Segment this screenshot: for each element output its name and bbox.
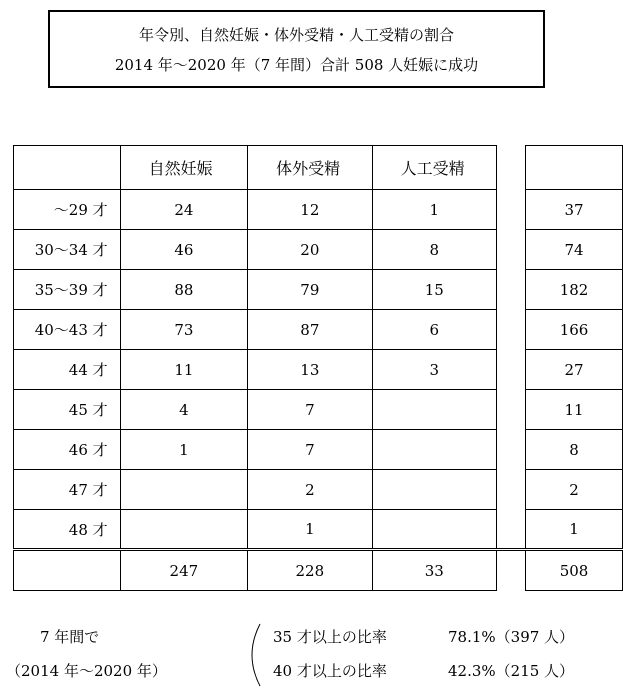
natural-cell: 73 — [120, 310, 247, 350]
natural-cell: 11 — [120, 350, 247, 390]
total-cell: 27 — [526, 350, 623, 390]
header-cell-total — [526, 146, 623, 190]
natural-cell — [120, 510, 247, 550]
natural-cell: 4 — [120, 390, 247, 430]
age-cell: 35～39 才 — [14, 270, 121, 310]
totals-row — [14, 550, 623, 591]
period-label: 7 年間で — [40, 628, 100, 646]
title-line-1: 年令別、自然妊娠・体外受精・人工受精の割合 — [138, 26, 454, 44]
ratio-40-value: 42.3%（215 人） — [448, 662, 575, 680]
natural-cell: 24 — [120, 190, 247, 230]
age-cell: 30～34 才 — [14, 230, 121, 270]
natural-cell — [120, 470, 247, 510]
column-gap — [497, 510, 526, 550]
ivf-total-cell: 228 — [248, 550, 372, 591]
ivf-cell: 13 — [248, 350, 372, 390]
header-cell-ivf: 体外受精 — [248, 146, 372, 190]
column-gap — [497, 230, 526, 270]
age-cell: ～29 才 — [14, 190, 121, 230]
column-gap — [497, 190, 526, 230]
ivf-cell: 2 — [248, 470, 372, 510]
natural-cell: 46 — [120, 230, 247, 270]
age-cell: 48 才 — [14, 510, 121, 550]
table-row — [14, 270, 623, 310]
header-cell-age — [14, 146, 121, 190]
ratio-35-label: 35 才以上の比率 — [273, 628, 387, 646]
column-gap — [497, 470, 526, 510]
ivf-cell: 79 — [248, 270, 372, 310]
column-gap — [497, 146, 526, 190]
title-box — [48, 10, 545, 88]
period-range: （2014 年～2020 年） — [6, 662, 167, 680]
table-row — [14, 510, 623, 550]
header-cell-natural: 自然妊娠 — [120, 146, 247, 190]
ivf-cell: 20 — [248, 230, 372, 270]
ai-cell: 3 — [372, 350, 496, 390]
natural-cell: 88 — [120, 270, 247, 310]
ai-cell — [372, 510, 496, 550]
column-gap — [497, 350, 526, 390]
total-cell: 166 — [526, 310, 623, 350]
natural-total-cell: 247 — [120, 550, 247, 591]
ratio-40-label: 40 才以上の比率 — [273, 662, 387, 680]
column-gap — [497, 390, 526, 430]
ai-cell: 15 — [372, 270, 496, 310]
table-row — [14, 310, 623, 350]
ai-cell — [372, 470, 496, 510]
age-cell: 47 才 — [14, 470, 121, 510]
natural-cell: 1 — [120, 430, 247, 470]
table-row — [14, 390, 623, 430]
ratio-35-value: 78.1%（397 人） — [448, 628, 575, 646]
total-cell: 2 — [526, 470, 623, 510]
table-row — [14, 230, 623, 270]
column-gap — [497, 270, 526, 310]
pregnancy-table — [13, 145, 623, 591]
ivf-cell: 87 — [248, 310, 372, 350]
ai-total-cell: 33 — [372, 550, 496, 591]
total-cell: 1 — [526, 510, 623, 550]
total-cell: 8 — [526, 430, 623, 470]
ai-cell: 1 — [372, 190, 496, 230]
age-cell: 44 才 — [14, 350, 121, 390]
table-row — [14, 350, 623, 390]
ivf-cell: 7 — [248, 430, 372, 470]
ai-cell — [372, 430, 496, 470]
age-cell: 46 才 — [14, 430, 121, 470]
table-row — [14, 190, 623, 230]
bracket-paren — [242, 622, 264, 688]
total-cell: 182 — [526, 270, 623, 310]
ai-cell: 6 — [372, 310, 496, 350]
ivf-cell: 12 — [248, 190, 372, 230]
column-gap — [497, 310, 526, 350]
column-gap — [497, 430, 526, 470]
column-gap — [497, 550, 526, 591]
total-cell: 74 — [526, 230, 623, 270]
ivf-cell: 7 — [248, 390, 372, 430]
title-line-2: 2014 年～2020 年（7 年間）合計 508 人妊娠に成功 — [114, 56, 479, 74]
total-cell: 11 — [526, 390, 623, 430]
total-cell: 37 — [526, 190, 623, 230]
table-row — [14, 470, 623, 510]
grand-total-cell: 508 — [526, 550, 623, 591]
age-cell: 45 才 — [14, 390, 121, 430]
table-row — [14, 430, 623, 470]
age-cell: 40～43 才 — [14, 310, 121, 350]
ivf-cell: 1 — [248, 510, 372, 550]
header-row — [14, 146, 623, 190]
ai-cell — [372, 390, 496, 430]
totals-label-cell — [14, 550, 121, 591]
ai-cell: 8 — [372, 230, 496, 270]
header-cell-ai: 人工受精 — [372, 146, 496, 190]
